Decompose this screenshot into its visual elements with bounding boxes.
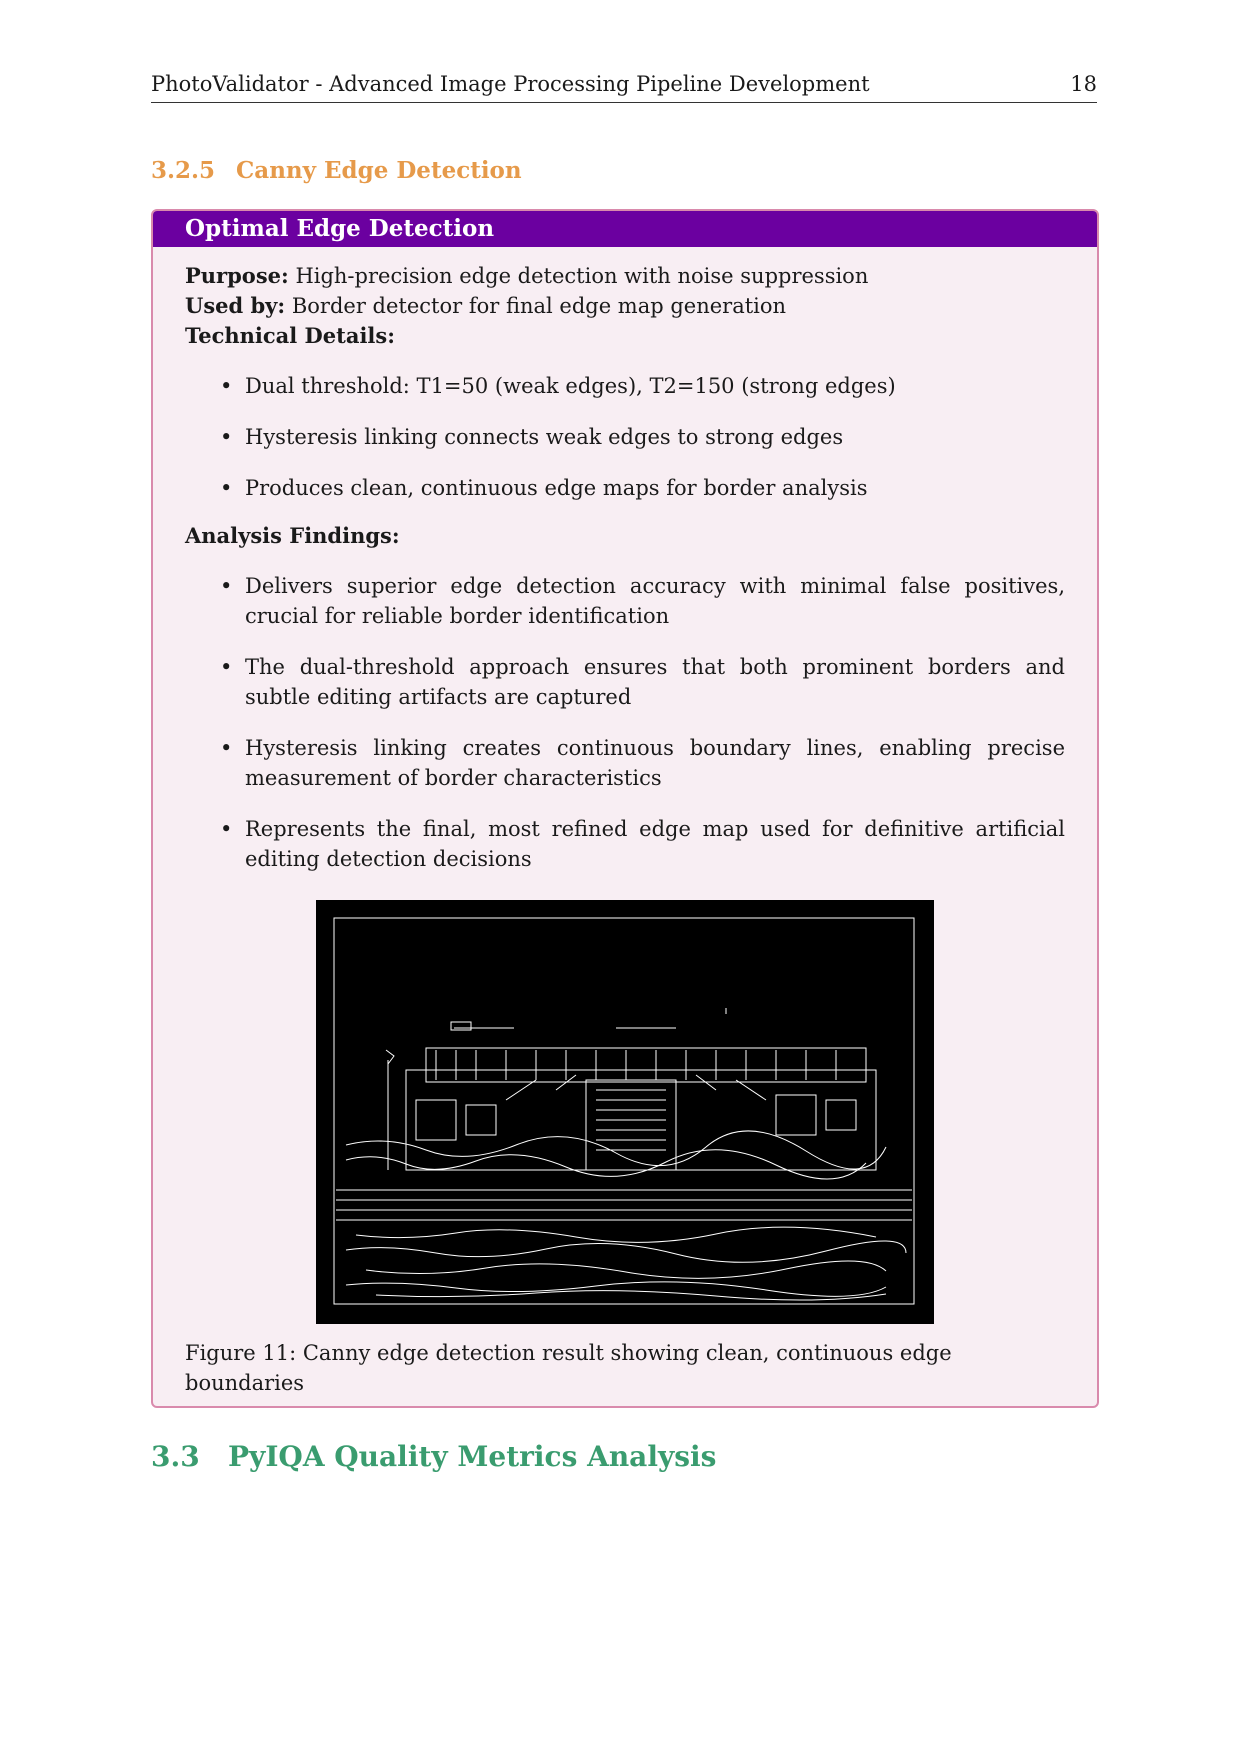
list-item: • The dual-threshold approach ensures that both prominent borders and subtle editing artifacts are captured — [245, 652, 1065, 712]
subsection-number: 3.2.5 — [151, 157, 216, 184]
used-by-label: Used by: — [185, 293, 286, 318]
technical-heading: Technical Details: — [185, 323, 395, 348]
list-item: • Hysteresis linking creates continuous boundary lines, enabling precise measurement of border characteristics — [245, 733, 1065, 793]
list-item: • Hysteresis linking connects weak edges to strong edges — [245, 422, 1065, 452]
box-title: Optimal Edge Detection — [153, 211, 1097, 247]
page-header — [151, 72, 1097, 103]
page-number: 18 — [1070, 72, 1097, 96]
findings-list — [185, 571, 1065, 874]
purpose-label: Purpose: — [185, 263, 289, 288]
list-item: • Represents the final, most refined edge map used for definitive artificial editing detection decisions — [245, 814, 1065, 874]
list-item: • Dual threshold: T1=50 (weak edges), T2=150 (strong edges) — [245, 371, 1065, 401]
figure — [185, 900, 1065, 1398]
figure-caption: Figure 11: Canny edge detection result showing clean, continuous edge boundaries — [185, 1341, 952, 1395]
list-item: • Produces clean, continuous edge maps for border analysis — [245, 473, 1065, 503]
list-item: • Delivers superior edge detection accuracy with minimal false positives, crucial for reliable border identification — [245, 571, 1065, 631]
canny-edge-image — [316, 900, 934, 1324]
edge-map-drawing — [316, 900, 934, 1324]
info-box — [151, 209, 1099, 1408]
section-heading — [151, 1440, 716, 1473]
subsection-heading — [151, 157, 522, 184]
box-body — [153, 247, 1097, 1398]
findings-heading: Analysis Findings: — [185, 523, 400, 548]
technical-list — [185, 371, 1065, 503]
section-number: 3.3 — [151, 1440, 200, 1473]
used-by-line — [185, 291, 1065, 321]
purpose-text: High-precision edge detection with noise suppression — [295, 264, 869, 288]
used-by-text: Border detector for final edge map generation — [291, 294, 787, 318]
header-title: PhotoValidator - Advanced Image Processing Pipeline Development — [151, 72, 870, 96]
subsection-title: Canny Edge Detection — [236, 157, 522, 184]
purpose-line — [185, 261, 1065, 291]
section-title: PyIQA Quality Metrics Analysis — [228, 1440, 717, 1473]
